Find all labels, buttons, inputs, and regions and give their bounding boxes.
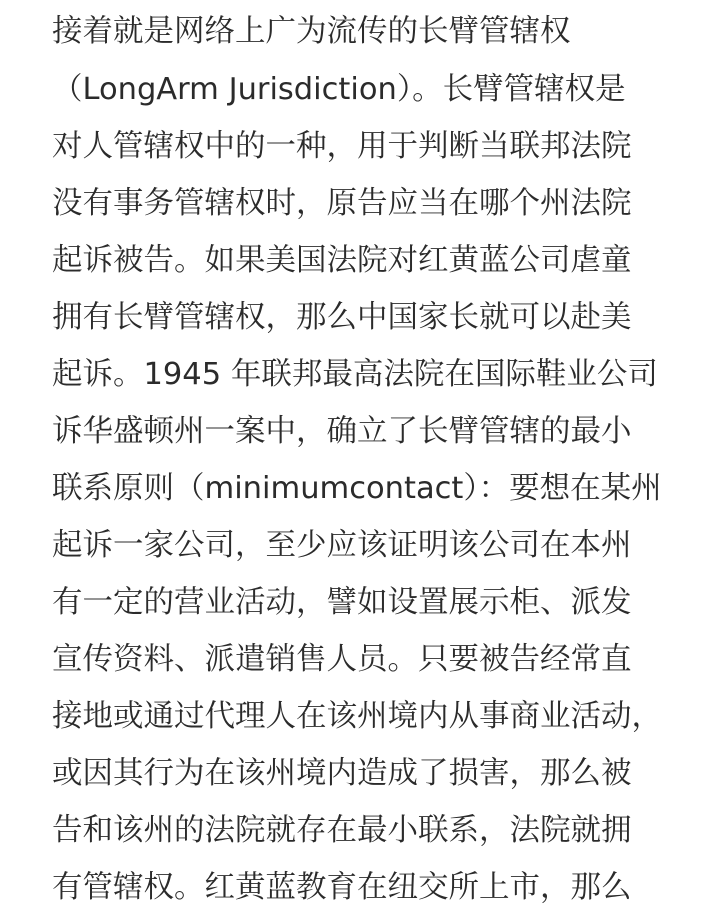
article-line: 起诉被告。如果美国法院对红黄蓝公司虐童 [52, 243, 632, 278]
article-line: 诉华盛顿州一案中，确立了长臂管辖的最小 [52, 414, 632, 449]
article-line: 宣传资料、派遣销售人员。只要被告经常直 [52, 642, 632, 677]
article-line: 有管辖权。红黄蓝教育在纽交所上市，那么 [52, 870, 632, 905]
article-line: （LongArm Jurisdiction）。长臂管辖权是 [52, 72, 626, 107]
article-line: 对人管辖权中的一种，用于判断当联邦法院 [52, 129, 632, 164]
article-line: 拥有长臂管辖权，那么中国家长就可以赴美 [52, 300, 632, 335]
article-line: 或因其行为在该州境内造成了损害，那么被 [52, 756, 632, 791]
article-line: 接着就是网络上广为流传的长臂管辖权 [52, 14, 571, 49]
article-line: 起诉。1945 年联邦最高法院在国际鞋业公司 [52, 357, 658, 392]
article-line: 接地或通过代理人在该州境内从事商业活动， [52, 699, 662, 734]
article-line: 没有事务管辖权时，原告应当在哪个州法院 [52, 186, 632, 221]
article-line: 告和该州的法院就存在最小联系，法院就拥 [52, 813, 632, 848]
article-line: 有一定的营业活动，譬如设置展示柜、派发 [52, 585, 632, 620]
article-line: 联系原则（minimumcontact）：要想在某州 [52, 471, 662, 506]
article-line: 起诉一家公司，至少应该证明该公司在本州 [52, 528, 632, 563]
